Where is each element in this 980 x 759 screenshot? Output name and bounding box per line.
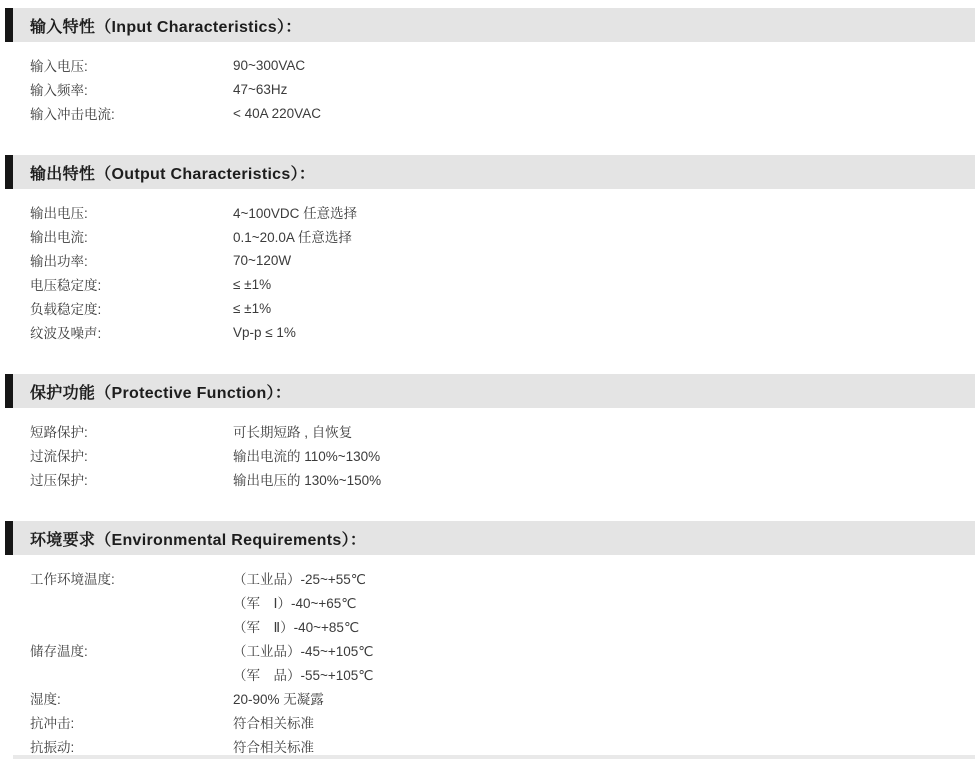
spec-value: 0.1~20.0A 任意选择 (233, 230, 352, 245)
spec-row (30, 662, 980, 686)
section-protective-function (0, 374, 980, 491)
header-band (13, 521, 975, 555)
spec-label: 电压稳定度: (30, 278, 102, 293)
next-section-band-cutoff (13, 755, 975, 759)
spec-label: 过流保护: (30, 449, 88, 464)
spec-row (30, 710, 980, 734)
spec-row (30, 467, 980, 491)
section-header (5, 8, 975, 42)
spec-row (30, 77, 980, 101)
section-title: 输入特性（Input Characteristics）： (30, 18, 302, 36)
header-accent-bar (5, 155, 13, 189)
spec-value: 90~300VAC (233, 57, 306, 73)
spec-value: ≤ ±1% (233, 300, 272, 316)
spec-label: 输入电压: (30, 59, 88, 74)
spec-row (30, 638, 980, 662)
section-output-characteristics (0, 155, 980, 344)
spec-row (30, 248, 980, 272)
spec-value: 70~120W (233, 252, 292, 268)
spec-value: （军 Ⅱ）-40~+85℃ (233, 620, 360, 635)
header-accent-bar (5, 374, 13, 408)
spec-value: 输出电流的 110%~130% (233, 449, 381, 464)
section-header (5, 521, 975, 555)
section-header (5, 374, 975, 408)
spec-row (30, 443, 980, 467)
spec-row (30, 614, 980, 638)
header-accent-bar (5, 8, 13, 42)
spec-value: （军 Ⅰ）-40~+65℃ (233, 596, 357, 611)
spec-row (30, 101, 980, 125)
spec-value: 20-90% 无凝露 (233, 692, 324, 707)
spec-rows (30, 53, 980, 125)
spec-label: 输出电压: (30, 206, 88, 221)
spec-row (30, 272, 980, 296)
spec-label: 湿度: (30, 692, 61, 707)
section-title: 保护功能（Protective Function）： (30, 384, 292, 402)
header-accent-bar (5, 521, 13, 555)
section-title: 输出特性（Output Characteristics）： (30, 165, 316, 183)
spec-value: 可长期短路 , 自恢复 (233, 425, 353, 440)
spec-row (30, 686, 980, 710)
spec-value: < 40A 220VAC (233, 105, 321, 121)
spec-label: 输入冲击电流: (30, 107, 115, 122)
header-band (13, 8, 975, 42)
spec-label: 负载稳定度: (30, 302, 102, 317)
spec-row (30, 200, 980, 224)
spec-value: 符合相关标准 (233, 716, 314, 731)
spec-row (30, 53, 980, 77)
spec-label: 输出功率: (30, 254, 88, 269)
spec-value: （军 品）-55~+105℃ (233, 668, 374, 683)
spec-label: 抗振动: (30, 740, 75, 755)
spec-label: 输入频率: (30, 83, 88, 98)
spec-label: 工作环境温度: (30, 572, 115, 587)
spec-row (30, 590, 980, 614)
spec-value: 47~63Hz (233, 81, 288, 97)
spec-label: 抗冲击: (30, 716, 75, 731)
spec-value: 4~100VDC 任意选择 (233, 206, 358, 221)
spec-label: 过压保护: (30, 473, 88, 488)
spec-row (30, 296, 980, 320)
spec-label: 短路保护: (30, 425, 88, 440)
spec-label: 输出电流: (30, 230, 88, 245)
section-input-characteristics (0, 8, 980, 125)
spec-label: 储存温度: (30, 644, 88, 659)
spec-rows (30, 200, 980, 344)
spec-value: ≤ ±1% (233, 276, 272, 292)
spec-row (30, 419, 980, 443)
spec-label: 纹波及噪声: (30, 326, 102, 341)
spec-value: 符合相关标准 (233, 740, 314, 755)
spec-value: （工业品）-45~+105℃ (233, 644, 374, 659)
section-title: 环境要求（Environmental Requirements）： (30, 531, 367, 549)
header-band (13, 374, 975, 408)
header-band (13, 155, 975, 189)
spec-row (30, 224, 980, 248)
spec-rows (30, 566, 980, 758)
spec-row (30, 320, 980, 344)
spec-value: 输出电压的 130%~150% (233, 473, 382, 488)
spec-rows (30, 419, 980, 491)
spec-value: Vp-p ≤ 1% (233, 324, 296, 340)
section-environmental-requirements (0, 521, 980, 758)
spec-value: （工业品）-25~+55℃ (233, 572, 366, 587)
section-header (5, 155, 975, 189)
spec-row (30, 566, 980, 590)
